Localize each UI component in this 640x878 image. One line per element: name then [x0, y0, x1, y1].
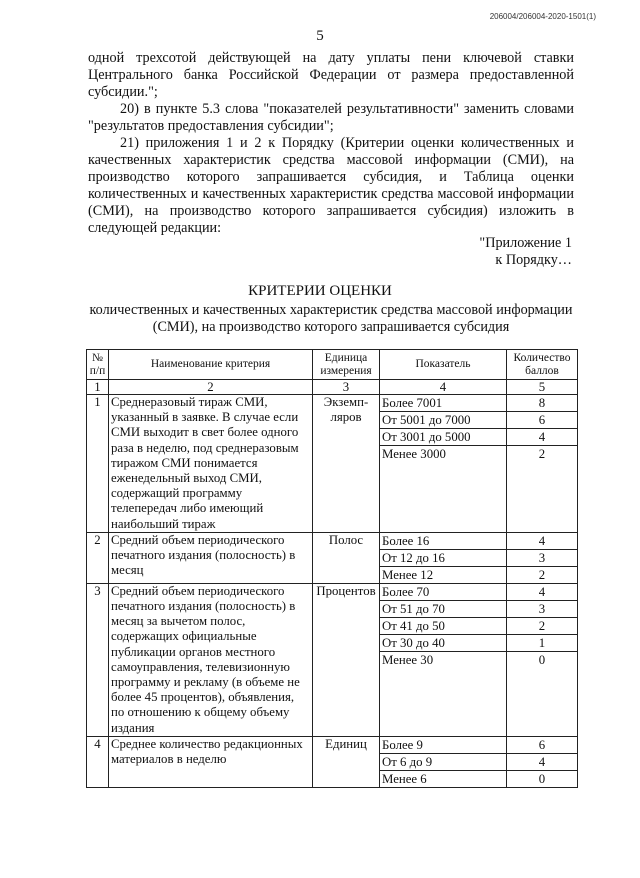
column-number-row	[87, 380, 578, 395]
indicator-item: Более 9	[380, 737, 506, 754]
indicator-item: От 12 до 16	[380, 550, 506, 567]
paragraph-penalty: одной трехсотой действующей на дату уплаты пени ключевой ставки Центрального банка Российской Федерации от размера предоставленной субсидии.";	[88, 50, 574, 100]
criteria-subtitle: количественных и качественных характеристик средства массовой информации (СМИ), на производство которого запрашивается субсидия	[89, 302, 573, 335]
criterion-unit: Процентов	[313, 583, 380, 736]
table-header-row	[87, 350, 578, 380]
criteria-title: КРИТЕРИИ ОЦЕНКИ	[248, 283, 392, 299]
score-item: 2	[538, 567, 546, 582]
colnum-5: 5	[507, 380, 578, 395]
indicator-item: От 5001 до 7000	[380, 412, 506, 429]
row-num: 2	[87, 532, 109, 583]
score-item: 8	[507, 395, 577, 412]
indicator-list	[380, 395, 507, 533]
colnum-2: 2	[109, 380, 313, 395]
appendix-line-2: к Порядку…	[495, 252, 572, 268]
criterion-name: Средний объем периодического печатного издания (полосность) в месяц	[109, 532, 313, 583]
indicator-item: От 30 до 40	[380, 635, 506, 652]
criteria-table	[86, 349, 578, 788]
appendix-line-1: "Приложение 1	[479, 235, 572, 251]
colnum-3: 3	[313, 380, 380, 395]
criterion-unit: Экземп-ляров	[313, 395, 380, 533]
score-item: 3	[507, 601, 577, 618]
score-item: 4	[507, 584, 577, 601]
criterion-unit: Полос	[313, 532, 380, 583]
score-list	[507, 736, 578, 787]
indicator-list	[380, 583, 507, 736]
indicator-list	[380, 736, 507, 787]
paragraph-item-21: 21) приложения 1 и 2 к Порядку (Критерии оценки количественных и качественных характеристик средства массовой информации (СМИ), на производство которого запрашивается субсидия, и Таблица оценки количественных и качественных характеристик средства массовой информации (СМИ), на производство которого запрашивается субсидия) изложить в следующей редакции:	[88, 135, 574, 236]
appendix-reference	[479, 235, 572, 269]
document-code: 206004/206004-2020-1501(1)	[489, 12, 596, 21]
indicator-item: От 6 до 9	[380, 754, 506, 771]
colnum-4: 4	[380, 380, 507, 395]
indicator-item: От 51 до 70	[380, 601, 506, 618]
table-row	[87, 532, 578, 583]
score-item: 0	[538, 771, 546, 786]
row-num: 1	[87, 395, 109, 533]
criterion-unit: Единиц	[313, 736, 380, 787]
score-item: 2	[507, 618, 577, 635]
table-row	[87, 395, 578, 533]
table-row	[87, 736, 578, 787]
score-item: 6	[507, 737, 577, 754]
indicator-item: Менее 3000	[382, 447, 446, 461]
indicator-item: От 41 до 50	[380, 618, 506, 635]
score-item: 6	[507, 412, 577, 429]
header-indicator: Показатель	[380, 350, 507, 380]
score-item: 4	[507, 429, 577, 446]
score-item: 1	[507, 635, 577, 652]
indicator-item: Менее 30	[382, 652, 434, 667]
indicator-item: Более 7001	[380, 395, 506, 412]
colnum-1: 1	[87, 380, 109, 395]
indicator-list	[380, 532, 507, 583]
score-item: 2	[538, 447, 546, 461]
row-num: 3	[87, 583, 109, 736]
header-name: Наименование критерия	[109, 350, 313, 380]
indicator-item: От 3001 до 5000	[380, 429, 506, 446]
score-list	[507, 395, 578, 533]
criterion-name: Средний объем периодического печатного издания (полосность) в месяц за вычетом полос, содержащих официальные публикации органов местного самоуправления, телевизионную программу и рекламу (в объеме не более 45 процентов), объявления, по отношению к общему объему издания	[109, 583, 313, 736]
paragraph-item-20: 20) в пункте 5.3 слова "показателей результативности" заменить словами "результатов предоставления субсидии";	[88, 101, 574, 134]
criterion-name: Среднеразовый тираж СМИ, указанный в заявке. В случае если СМИ выходит в свет более одного раза в неделю, под среднеразовым тиражом СМИ понимается еженедельный выход СМИ, содержащий программу телепередач либо имеющий наибольший тираж	[109, 395, 313, 533]
score-item: 4	[507, 754, 577, 771]
header-num: № п/п	[87, 350, 109, 380]
table-row	[87, 583, 578, 736]
header-unit: Единица измерения	[313, 350, 380, 380]
score-item: 0	[538, 652, 546, 667]
score-item: 4	[507, 533, 577, 550]
header-score: Количество баллов	[507, 350, 578, 380]
score-list	[507, 532, 578, 583]
row-num: 4	[87, 736, 109, 787]
indicator-item: Более 70	[380, 584, 506, 601]
criterion-name: Среднее количество редакционных материалов в неделю	[109, 736, 313, 787]
indicator-item: Менее 6	[382, 771, 427, 786]
score-item: 3	[507, 550, 577, 567]
indicator-item: Более 16	[380, 533, 506, 550]
indicator-item: Менее 12	[382, 567, 434, 582]
score-list	[507, 583, 578, 736]
page-number: 5	[316, 28, 324, 44]
